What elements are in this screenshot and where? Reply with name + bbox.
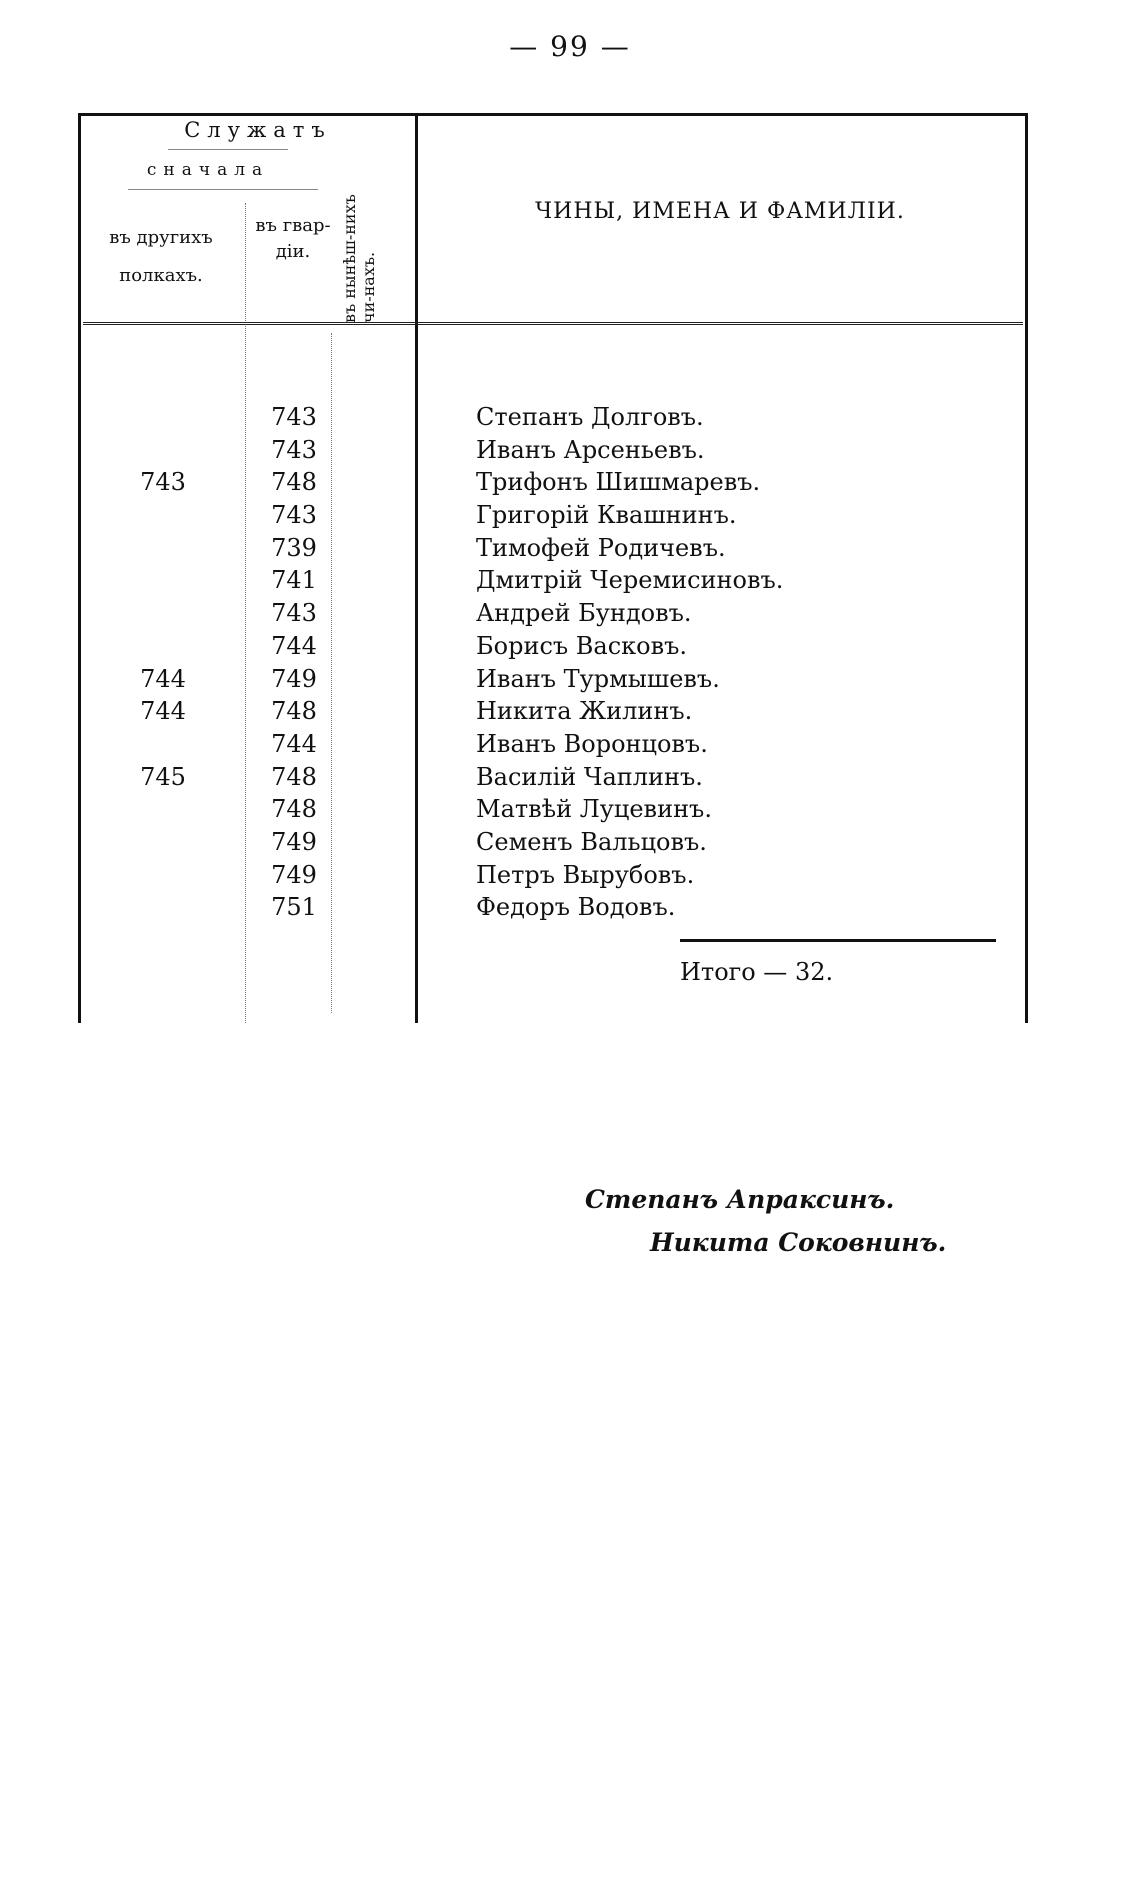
- header-serve: Служатъ: [184, 118, 332, 142]
- guard-year: 748: [271, 762, 317, 791]
- header-since-rule: [128, 189, 318, 190]
- table-row: [78, 632, 1030, 665]
- header-serve-rule: [168, 149, 288, 150]
- header-double-rule: [83, 322, 1023, 325]
- guard-year: 743: [271, 435, 317, 464]
- header-since: сначала: [146, 160, 270, 180]
- guard-year: 743: [271, 599, 317, 628]
- table-row: [78, 436, 1030, 469]
- table-row: [78, 566, 1030, 599]
- guard-year: 743: [271, 501, 317, 530]
- other-regiments-year: 744: [140, 664, 186, 693]
- table-row: [78, 763, 1030, 796]
- person-name: Трифонъ Шишмаревъ.: [476, 468, 761, 497]
- guard-year: 741: [271, 566, 317, 595]
- person-name: Иванъ Турмышевъ.: [476, 664, 720, 693]
- guard-year: 751: [271, 893, 317, 922]
- roster-rows: [78, 403, 1030, 926]
- person-name: Тимофей Родичевъ.: [476, 533, 726, 562]
- guard-year: 749: [271, 827, 317, 856]
- person-name: Степанъ Долговъ.: [476, 403, 704, 431]
- other-regiments-year: 745: [140, 762, 186, 791]
- signature-1: Степанъ Апраксинъ.: [585, 1185, 895, 1214]
- table-row: [78, 468, 1030, 501]
- person-name: Андрей Бундовъ.: [476, 599, 692, 628]
- table-row: [78, 893, 1030, 926]
- person-name: Петръ Вырубовъ.: [476, 860, 695, 889]
- guard-year: 749: [271, 664, 317, 693]
- person-name: Федоръ Водовъ.: [476, 893, 676, 922]
- guard-year: 748: [271, 697, 317, 726]
- table-row: [78, 665, 1030, 698]
- table-row: [78, 730, 1030, 763]
- total-count: Итого — 32.: [680, 958, 834, 986]
- guard-year: 749: [271, 860, 317, 889]
- table-row: [78, 697, 1030, 730]
- guard-year: 739: [271, 533, 317, 562]
- signature-2: Никита Соковнинъ.: [650, 1228, 947, 1257]
- guard-year: 744: [271, 729, 317, 758]
- other-regiments-year: 744: [140, 697, 186, 726]
- header-names: ЧИНЫ, ИМЕНА И ФАМИЛІИ.: [535, 199, 905, 224]
- person-name: Никита Жилинъ.: [476, 697, 693, 726]
- person-name: Матвѣй Луцевинъ.: [476, 795, 712, 824]
- person-name: Дмитрій Черемисиновъ.: [476, 566, 784, 595]
- guard-year: 748: [271, 468, 317, 497]
- guard-year: 743: [271, 403, 317, 431]
- table-row: [78, 534, 1030, 567]
- table-row: [78, 861, 1030, 894]
- table-row: [78, 403, 1030, 436]
- guard-year: 748: [271, 795, 317, 824]
- table-row: [78, 828, 1030, 861]
- person-name: Василій Чаплинъ.: [476, 762, 703, 791]
- person-name: Иванъ Арсеньевъ.: [476, 435, 705, 464]
- page-number: — 99 —: [509, 30, 631, 63]
- person-name: Семенъ Вальцовъ.: [476, 827, 707, 856]
- table-row: [78, 795, 1030, 828]
- header-current-ranks: въ нынѣш-нихъ чи-нахъ.: [340, 194, 378, 323]
- table-top-border: [78, 113, 1028, 116]
- person-name: Григорій Квашнинъ.: [476, 501, 737, 530]
- header-guard: въ гвар-діи.: [255, 215, 331, 262]
- other-regiments-year: 743: [140, 468, 186, 497]
- table-row: [78, 599, 1030, 632]
- person-name: Иванъ Воронцовъ.: [476, 729, 708, 758]
- header-other-regiments: въ другихъ полкахъ.: [109, 227, 213, 286]
- table-row: [78, 501, 1030, 534]
- roster-table: [78, 113, 1030, 1023]
- guard-year: 744: [271, 631, 317, 660]
- person-name: Борисъ Васковъ.: [476, 631, 688, 660]
- total-rule: [680, 939, 996, 942]
